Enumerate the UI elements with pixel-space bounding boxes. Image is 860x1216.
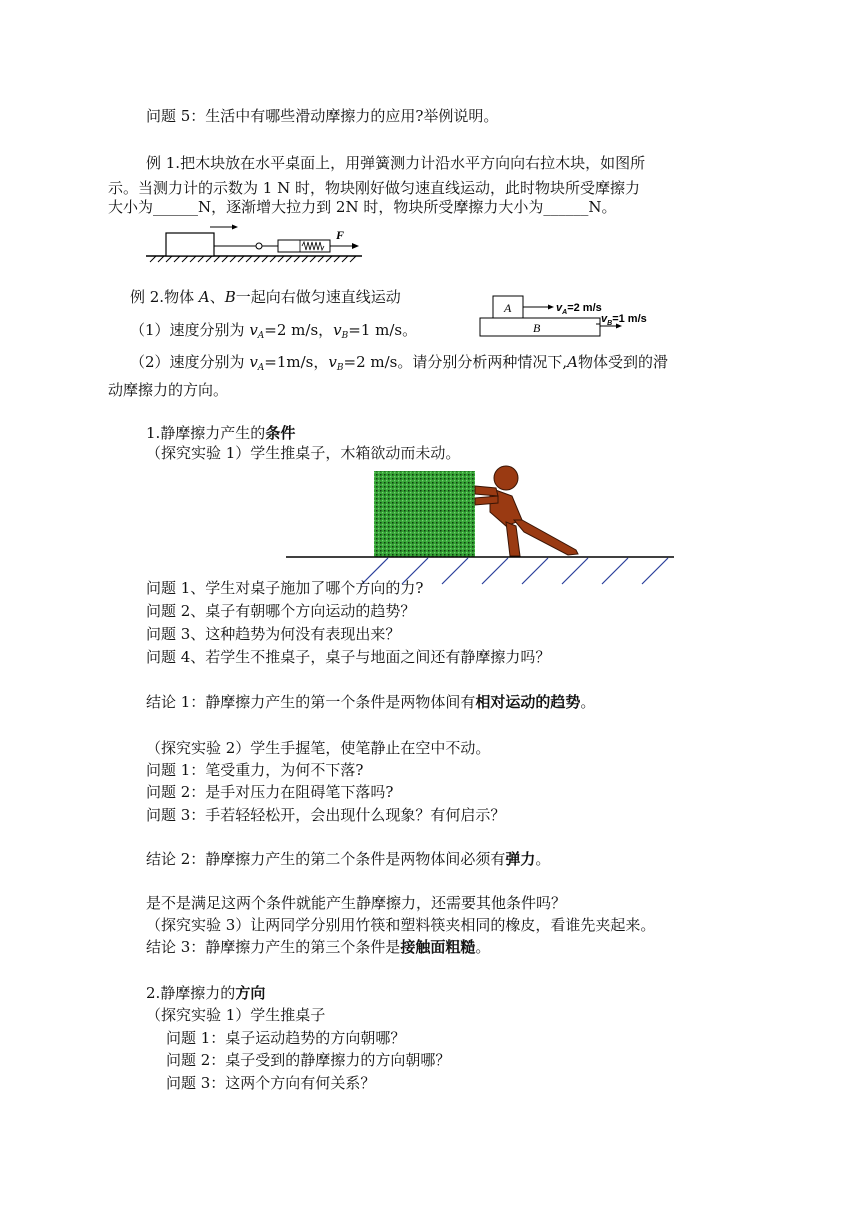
student-arm bbox=[475, 486, 498, 496]
student-head bbox=[494, 466, 518, 490]
section-2-question-3: 问题 3：这两个方向有何关系？ bbox=[166, 1074, 376, 1092]
section-1-experiment-1: （探究实验 1）学生推桌子，木箱欲动而未动。 bbox=[146, 444, 461, 462]
table-hatch bbox=[150, 256, 356, 262]
conclusion-2: 结论 2：静摩擦力产生的第二个条件是两物体间必须有弹力。 bbox=[146, 850, 551, 868]
question-5: 问题 5：生活中有哪些滑动摩擦力的应用?举例说明。 bbox=[146, 107, 499, 125]
section-1-question-2: 问题 2、桌子有朝哪个方向运动的趋势？ bbox=[146, 602, 416, 620]
student-leg-back bbox=[514, 520, 578, 555]
section-1-question-1: 问题 1、学生对桌子施加了哪个方向的力? bbox=[146, 579, 424, 597]
student-leg-front bbox=[506, 522, 520, 556]
example-2-case-2: （2）速度分别为 $v_A=1m/s$，$v_B=2$ m/s。请分别分析两种情况下,A物体受到的滑 bbox=[130, 353, 668, 373]
va-label: $v_A=2$ m/s bbox=[556, 302, 602, 316]
conclusion-3: 结论 3：静摩擦力产生的第三个条件是接触面粗糙。 bbox=[146, 938, 491, 956]
wooden-box bbox=[374, 471, 475, 557]
example-1-line-2: 示。当测力计的示数为 1 N 时，物块刚好做匀速直线运动，此时物块所受摩擦力 bbox=[108, 179, 640, 197]
student-arm-2 bbox=[475, 496, 498, 505]
experiment-2-question-3: 问题 3：手若轻轻松开，会出现什么现象？有何启示？ bbox=[146, 806, 506, 824]
section-2-title: 2.静摩擦力的方向 bbox=[146, 984, 266, 1002]
block-b-label: B bbox=[533, 321, 541, 335]
example-2-case-1: （1）速度分别为 $v_A=2$ m/s，$v_B=1$ m/s。 bbox=[130, 321, 418, 341]
section-1-title: 1.静摩擦力产生的条件 bbox=[146, 424, 296, 442]
section-2-experiment-1: （探究实验 1）学生推桌子 bbox=[146, 1006, 326, 1024]
spring-scale-figure bbox=[140, 222, 370, 270]
example-2-line-1: 例 2.物体 A、B一起向右做匀速直线运动 bbox=[130, 288, 401, 306]
extra-condition-question: 是不是满足这两个条件就能产生静摩擦力，还需要其他条件吗？ bbox=[146, 894, 567, 912]
section-1-experiment-2: （探究实验 2）学生手握笔，使笔静止在空中不动。 bbox=[146, 739, 491, 757]
wood-block bbox=[166, 233, 214, 256]
example-1-line-3: 大小为______N，逐渐增大拉力到 2N 时，物块所受摩擦力大小为______N。 bbox=[108, 198, 617, 216]
section-1-question-4: 问题 4、若学生不推桌子，桌子与地面之间还有静摩擦力吗？ bbox=[146, 648, 551, 666]
conclusion-1: 结论 1：静摩擦力产生的第一个条件是两物体间有相对运动的趋势。 bbox=[146, 693, 596, 711]
blocks-ab-figure bbox=[478, 292, 678, 342]
section-2-question-2: 问题 2：桌子受到的静摩擦力的方向朝哪？ bbox=[166, 1051, 451, 1069]
vb-label: $v_B=1$ m/s bbox=[601, 313, 647, 327]
block-a-label: A bbox=[504, 301, 512, 315]
student-figure bbox=[475, 466, 578, 556]
pushing-box-figure bbox=[284, 462, 680, 590]
example-1-line-1: 例 1.把木块放在水平桌面上，用弹簧测力计沿水平方向向右拉木块，如图所 bbox=[146, 154, 646, 172]
experiment-2-question-2: 问题 2：是手对压力在阻碍笔下落吗? bbox=[146, 783, 394, 801]
experiment-2-question-1: 问题 1：笔受重力，为何不下落? bbox=[146, 761, 364, 779]
section-2-question-1: 问题 1：桌子运动趋势的方向朝哪？ bbox=[166, 1029, 406, 1047]
scale-hook bbox=[256, 243, 262, 249]
force-label: F bbox=[336, 228, 345, 242]
example-2-case-2-cont: 动摩擦力的方向。 bbox=[108, 381, 229, 399]
section-1-experiment-3: （探究实验 3）让两同学分别用竹筷和塑料筷夹相同的橡皮，看谁先夹起来。 bbox=[146, 916, 656, 934]
section-1-question-3: 问题 3、这种趋势为何没有表现出来？ bbox=[146, 625, 401, 643]
